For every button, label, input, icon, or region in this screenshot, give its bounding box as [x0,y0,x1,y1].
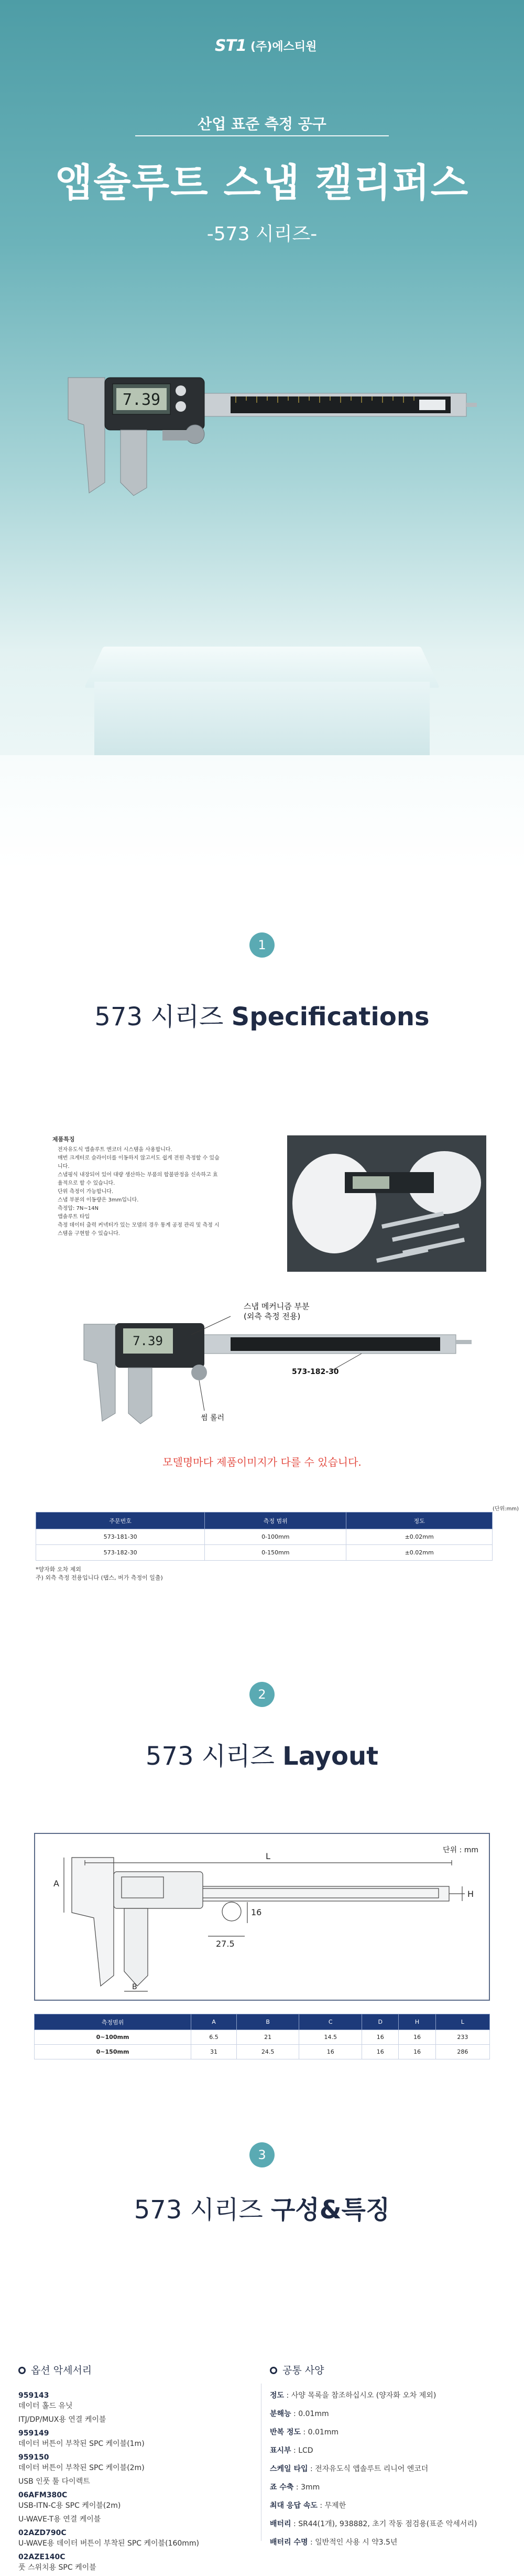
usage-photo [287,1135,486,1272]
table-cell: 233 [435,2030,489,2045]
features-heading-text: 공통 사양 [282,2365,324,2376]
section-number-badge: 1 [249,932,275,958]
spec-table-footnote [36,1565,163,1582]
table-cell: ±0.02mm [346,1529,493,1545]
list-item: 배터리 수명 : 일반적인 사용 시 약3.5년 [270,2538,398,2547]
hero-subtitle: -573 시리즈- [206,223,318,245]
pedestal-base [0,755,524,871]
option-desc: U-WAVE용 데이터 버튼이 부착된 SPC 케이블(160mm) [18,2539,200,2548]
pedestal-front [94,682,430,755]
option-code: 06AFM380C [18,2491,68,2499]
section-title-specifications [0,996,524,1033]
features-heading [270,2365,506,2376]
table-row [35,2030,490,2045]
table-cell: 0-100mm [205,1529,346,1545]
note-item: 전자유도식 앱솔루트 엔코더 시스템을 사용합니다. [58,1147,172,1153]
option-desc: 데이터 버튼이 부착된 SPC 케이블(1m) [18,2440,145,2448]
option-code: 02AZD790C [18,2529,67,2537]
layout-drawing [34,1833,490,2001]
layout-header: 측정범위 [35,2014,191,2030]
table-cell: 573-181-30 [36,1529,205,1545]
table-cell: 573-182-30 [36,1545,205,1561]
feature-key: 반복 정도 [270,2428,301,2437]
option-code: 959150 [18,2453,49,2462]
options-heading-text: 옵션 악세서리 [31,2365,92,2376]
list-item [18,2390,249,2411]
feature-key: 분해능 [270,2410,291,2418]
layout-header: B [236,2014,299,2030]
table-cell: 31 [191,2045,237,2059]
layout-header: A [191,2014,237,2030]
feature-value: 0.01mm [298,2410,329,2418]
section-title-kr: 573 시리즈 [94,1002,224,1032]
spec-header-order: 주문번호 [36,1512,205,1529]
option-desc: 풋 스위치용 SPC 케이블 [18,2563,96,2572]
caliper-display-readout: 7.39 [122,391,161,409]
table-cell: 0~100mm [35,2030,191,2045]
section-title-en: Layout [282,1742,379,1771]
layout-table [34,2014,490,2059]
annotated-caliper-image [79,1314,477,1429]
hero-eyebrow: 산업 표준 측정 공구 [198,115,326,133]
brand-logo [215,37,316,55]
list-item [18,2552,249,2573]
section-title-en: 구성&특징 [270,2195,390,2225]
dim-label-A: A [53,1879,59,1888]
section-title-layout [0,1736,524,1772]
dim-label-thickness: 16 [251,1907,262,1917]
section-number-badge: 2 [249,1682,275,1707]
brand-mark: ST1 [215,37,246,55]
footnote-line: *양자화 오차 제외 [36,1566,81,1573]
section-title-kr: 573 시리즈 [145,1742,275,1771]
note-item: 측정 데이터 출력 커넥터가 있는 모델의 경우 통계 공정 관리 및 측정 시스템을 구현할 수 있습니다. [58,1222,220,1237]
section-number-badge: 3 [249,2142,275,2167]
feature-value: 3mm [301,2483,320,2492]
table-cell: 6.5 [191,2030,237,2045]
table-cell: 0~150mm [35,2045,191,2059]
list-item: 표시부 : LCD [270,2446,313,2455]
image-disclaimer: 모델명마다 제품이미지가 다를 수 있습니다. [162,1456,362,1468]
layout-header: L [435,2014,489,2030]
hero-divider [135,135,389,136]
options-heading [18,2365,249,2376]
table-row [36,1545,493,1561]
note-item: 단위 측정이 가능합니다. [58,1189,114,1195]
dim-label-L: L [266,1851,270,1861]
option-desc: U-WAVE-T용 연결 케이블 [18,2515,101,2524]
dim-label-H: H [467,1889,474,1899]
list-item [18,2490,249,2511]
list-item: 최대 응답 속도 : 무제한 [270,2502,346,2510]
list-item [18,2452,249,2473]
feature-value: 0.01mm [308,2428,339,2437]
option-desc: 데이터 홀드 유닛 [18,2402,73,2410]
bullet-ring-icon [18,2367,26,2374]
feature-value: SR44(1개), 938882, 초기 작동 점검용(표준 악세서리) [298,2520,477,2528]
list-item [18,2514,249,2525]
table-cell: 14.5 [299,2030,362,2045]
section-title-en: Specifications [231,1002,430,1032]
callout-snap-note: (외측 측정 전용) [244,1312,301,1321]
feature-key: 배터리 [270,2520,291,2528]
layout-unit: 단위 : mm [443,1846,478,1854]
note-item: 측정압: 7N~14N [58,1206,99,1211]
table-cell: ±0.02mm [346,1545,493,1561]
option-code: 959143 [18,2391,49,2400]
option-desc: USB-ITN-C용 SPC 케이블(2m) [18,2502,121,2510]
callout-snap-mechanism [244,1302,309,1322]
table-cell: 21 [236,2030,299,2045]
note-item: 매번 크게터로 슬라이더를 이동하지 않고서도 쉽게 전원 측정할 수 있습니다. [58,1155,220,1169]
callout-thumb-roller: 썸 롤러 [201,1414,225,1422]
note-item: 앱솔루트 타입 [58,1214,90,1220]
list-item: 분해능 : 0.01mm [270,2410,329,2418]
hero-title: 앱솔루트 스냅 캘리퍼스 [54,160,470,206]
feature-key: 최대 응답 속도 [270,2502,318,2510]
brand-name: (주)에스티원 [250,40,317,53]
layout-header: D [362,2014,399,2030]
section-title-features [0,2189,524,2226]
feature-key: 죠 수축 [270,2483,294,2492]
dim-label-B: B [132,1983,137,1991]
feature-value: 무제한 [324,2502,346,2510]
hero-banner [0,0,524,871]
list-item: 정도 : 사양 목록을 참조하십시오 (양자화 오차 제외) [270,2391,436,2400]
callout-snap-label: 스냅 메커니즘 부분 [244,1302,310,1311]
table-row [36,1529,493,1545]
feature-value: 일반적인 사용 시 약3.5년 [315,2538,398,2547]
table-cell: 24.5 [236,2045,299,2059]
feature-value: LCD [298,2446,313,2455]
annotated-display-readout: 7.39 [133,1334,163,1348]
list-item: 배터리 : SR44(1개), 938882, 초기 작동 점검용(표준 악세서리) [270,2520,477,2528]
table-cell: 16 [399,2030,435,2045]
feature-key: 표시부 [270,2446,291,2455]
layout-header: H [399,2014,435,2030]
list-item [18,2476,249,2487]
features-column [270,2365,506,2556]
feature-key: 정도 [270,2391,285,2400]
feature-key: 배터리 수명 [270,2538,308,2547]
option-code: 959149 [18,2429,49,2438]
spec-table [36,1512,493,1561]
table-cell: 0-150mm [205,1545,346,1561]
table-cell: 16 [299,2045,362,2059]
layout-header: C [299,2014,362,2030]
note-item: 스냅 부분의 이동량은 3mm입니다. [58,1197,139,1203]
options-column [18,2365,249,2576]
option-desc: ITJ/DP/MUX용 연결 케이블 [18,2416,106,2424]
caliper-product-image [58,362,477,498]
table-cell: 16 [362,2045,399,2059]
table-row [35,2045,490,2059]
list-item [18,2528,249,2549]
option-code: 02AZE140C [18,2553,66,2561]
notes-heading: 제품특징 [52,1136,75,1143]
spec-header-accuracy: 정도 [346,1512,493,1529]
bullet-ring-icon [270,2367,277,2374]
section-title-kr: 573 시리즈 [134,2195,263,2225]
spec-table-unit: (단위:mm) [493,1506,519,1512]
feature-notes [52,1135,220,1238]
feature-value: 사양 목록을 참조하십시오 (양자화 오차 제외) [291,2391,436,2400]
note-item: 스냅핑식 내장되어 있어 대량 생산하는 부품의 합불판정을 신속하고 효율적으로 할 수 있습니다. [58,1172,218,1186]
table-cell: 286 [435,2045,489,2059]
table-cell: 16 [399,2045,435,2059]
feature-value: 전자유도식 앱솔루트 리니어 엔코더 [315,2465,429,2473]
feature-key: 스케일 타입 [270,2465,308,2473]
callout-model: 573-182-30 [292,1368,339,1376]
footnote-line: 주) 외측 측정 전용입니다 (탭스, 버가 측정이 일출) [36,1574,163,1581]
list-item: 죠 수축 : 3mm [270,2483,320,2492]
list-item [18,2414,249,2425]
option-desc: USB 인풋 툴 다이렉트 [18,2477,90,2486]
spec-header-range: 측정 범위 [205,1512,346,1529]
option-desc: 데이터 버튼이 부착된 SPC 케이블(2m) [18,2464,145,2472]
list-item: 반복 정도 : 0.01mm [270,2428,339,2437]
list-item: 스케일 타입 : 전자유도식 앱솔루트 리니어 엔코더 [270,2465,429,2473]
list-item [18,2428,249,2449]
dimension-drawing [35,1834,489,2000]
table-cell: 16 [362,2030,399,2045]
dim-label-width: 27.5 [216,1939,235,1949]
